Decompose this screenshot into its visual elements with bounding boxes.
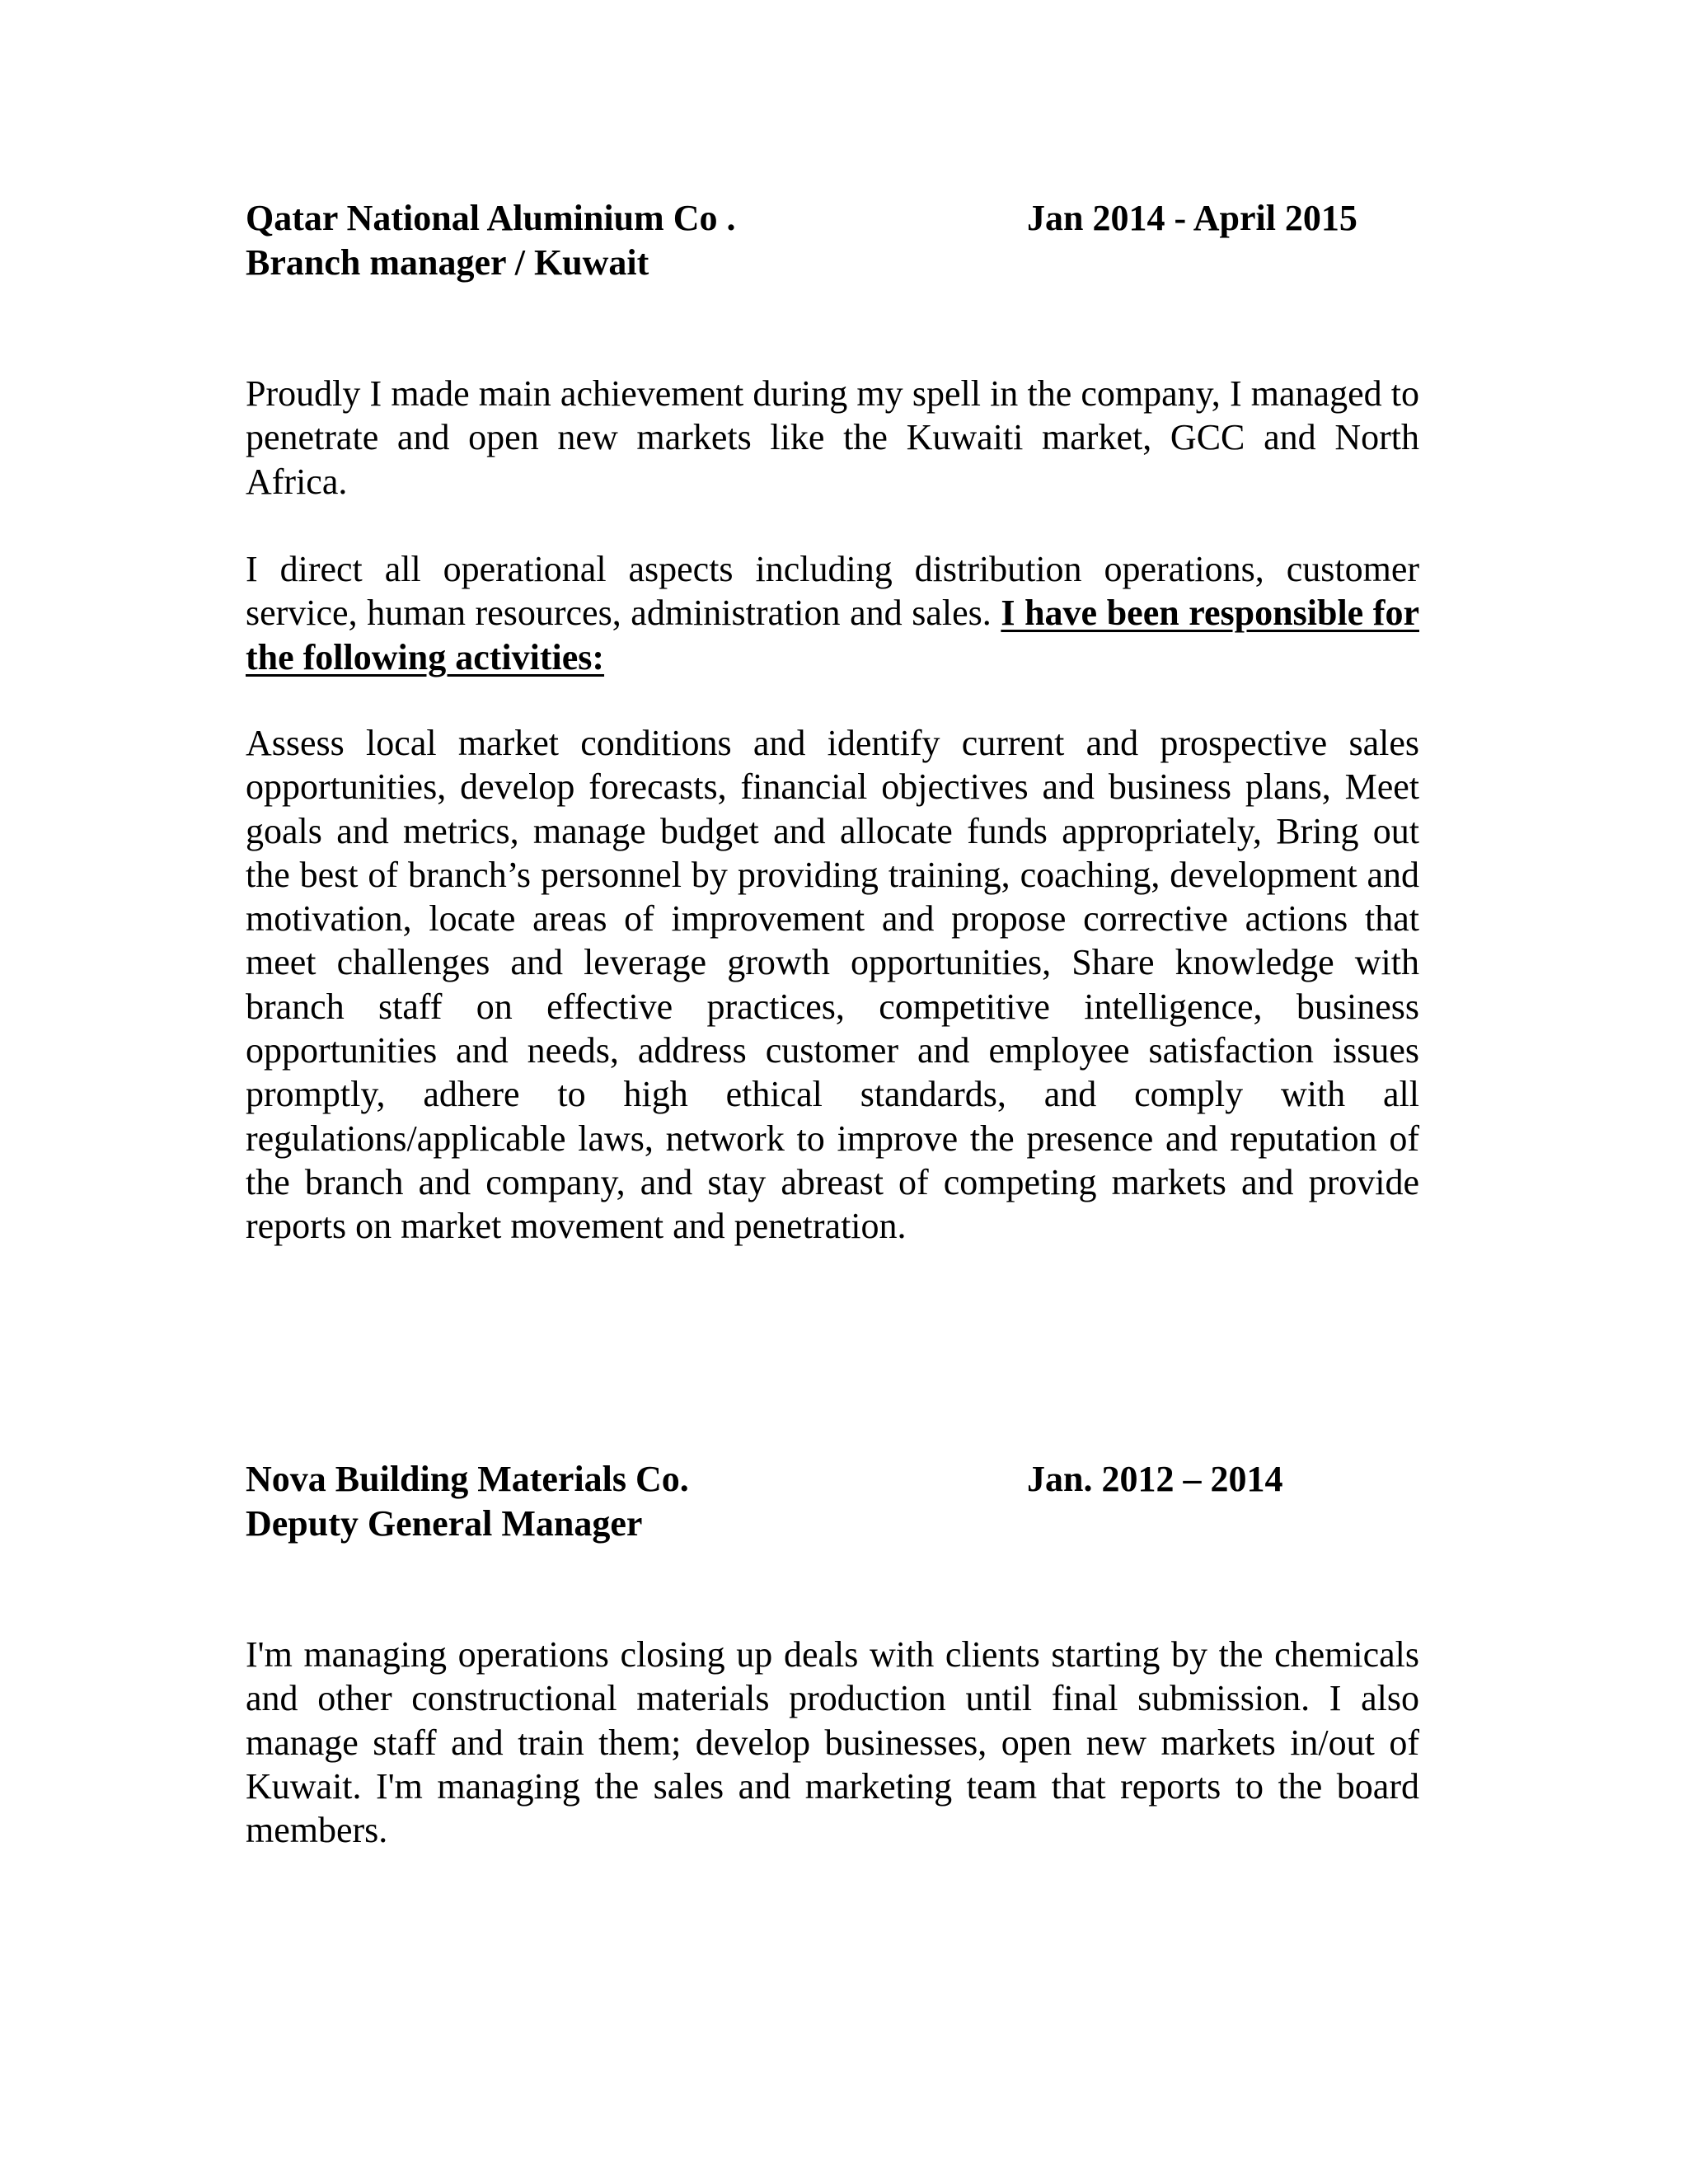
job-2-title: Deputy General Manager xyxy=(246,1503,643,1544)
job-2-header xyxy=(246,1457,1419,1546)
job-1-achievement-block xyxy=(246,372,1419,504)
job-2-company-line xyxy=(246,1457,1419,1502)
job-1-responsibilities-heading: I have been responsible for the following activities: xyxy=(246,593,1419,677)
job-2-description-block xyxy=(246,1633,1419,1852)
job-1-company: Qatar National Aluminium Co . xyxy=(246,198,736,238)
job-1-activities-paragraph: Assess local market conditions and identify current and prospective sales opportunities, develop forecasts, financial objectives and business plans, Meet goals and metrics, manage budget and allocate funds appropriately, Bring out the best of branch’s personnel by providing training, coaching, development and motivation, locate areas of improvement and propose corrective actions that meet challenges and leverage growth opportunities, Share knowledge with branch staff on effective practices, competitive intelligence, business opportunities and needs, address customer and employee satisfaction issues promptly, adhere to high ethical standards, and comply with all regulations/applicable laws, network to improve the presence and reputation of the branch and company, and stay abreast of competing markets and provide reports on market movement and penetration. xyxy=(246,723,1419,1247)
job-2-company: Nova Building Materials Co. xyxy=(246,1459,689,1499)
job-1-operations-text: I direct all operational aspects including distribution operations, customer service, human resources, administration and sales. xyxy=(246,549,1419,634)
job-1-header xyxy=(246,196,1419,285)
job-2-description-paragraph: I'm managing operations closing up deals with clients starting by the chemicals and other constructional materials production until final submission. I also manage staff and train them; develop businesses, open new markets in/out of Kuwait. I'm managing the sales and marketing team that reports to the board members. xyxy=(246,1634,1419,1851)
job-1-operations-block xyxy=(246,547,1419,679)
job-1-activities-block xyxy=(246,721,1419,1249)
job-1-title: Branch manager / Kuwait xyxy=(246,242,649,283)
job-2-dates: Jan. 2012 – 2014 xyxy=(1027,1459,1283,1499)
job-1-operations-paragraph xyxy=(246,547,1419,679)
job-1-company-line xyxy=(246,196,1419,241)
job-1-dates: Jan 2014 - April 2015 xyxy=(1027,198,1357,238)
job-1-achievement-paragraph: Proudly I made main achievement during my spell in the company, I managed to penetrate and open new markets like the Kuwaiti market, GCC and North Africa. xyxy=(246,373,1419,502)
